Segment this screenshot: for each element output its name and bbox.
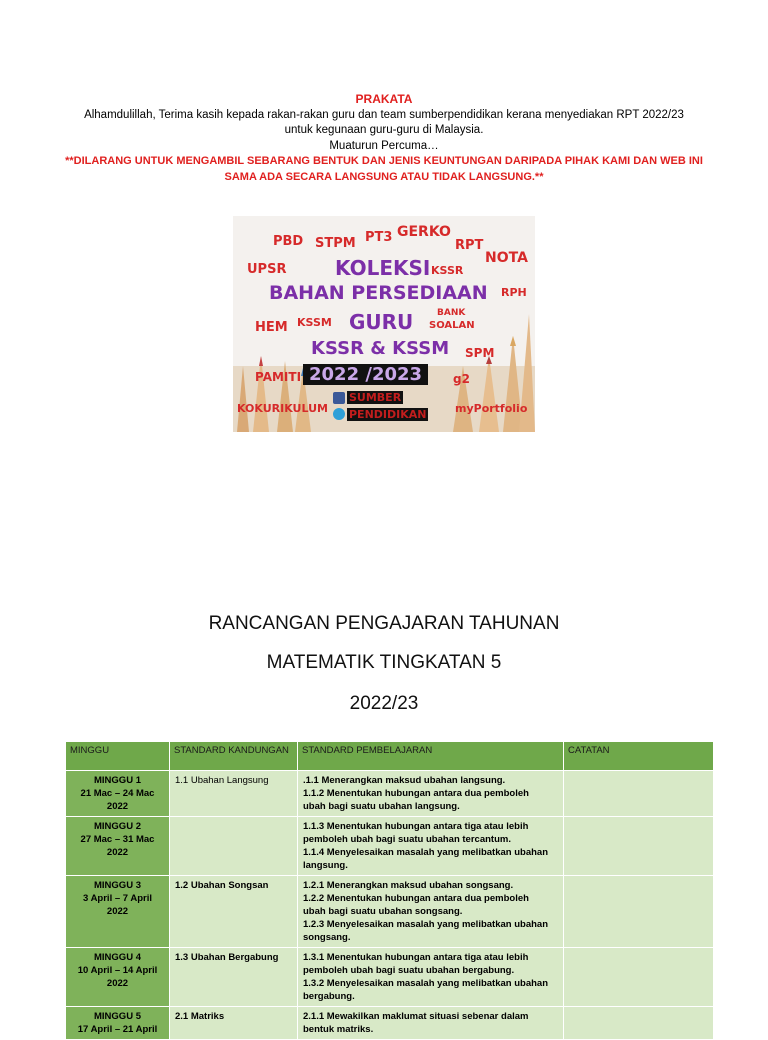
rpt-table <box>65 741 714 1040</box>
week-dates: 21 Mac – 24 Mac <box>80 788 155 799</box>
prakata-section <box>0 92 768 185</box>
word-upsr: UPSR <box>247 262 287 277</box>
week-week: MINGGU 5 <box>94 1011 141 1022</box>
header-standard-kandungan: STANDARD KANDUNGAN <box>170 742 298 771</box>
pembelajaran-line: 1.2.1 Menerangkan maksud ubahan songsang. <box>303 880 514 891</box>
pembelajaran-line: 1.2.2 Menentukan hubungan antara dua pemboleh <box>303 893 529 904</box>
week-cell <box>66 1007 170 1040</box>
pembelajaran-line: bentuk matriks. <box>303 1024 374 1035</box>
prakata-warning-2: SAMA ADA SECARA LANGSUNG ATAU TIDAK LANGSUNG.** <box>224 170 544 183</box>
pembelajaran-line: bergabung. <box>303 991 355 1002</box>
week-year: 2022 <box>106 847 129 858</box>
week-year: 2022 <box>106 801 129 812</box>
table-row <box>66 771 714 817</box>
standard-pembelajaran-cell <box>298 876 564 948</box>
week-year: 2022 <box>106 978 129 989</box>
pembelajaran-line: 1.1.3 Menentukan hubungan antara tiga atau lebih <box>303 821 529 832</box>
pembelajaran-line: ubah bagi suatu ubahan langsung. <box>303 801 460 812</box>
pembelajaran-line: songsang. <box>303 932 351 943</box>
standard-kandungan-cell: 1.3 Ubahan Bergabung <box>170 948 298 1007</box>
catatan-cell <box>564 876 714 948</box>
facebook-icon <box>333 392 345 404</box>
header-minggu: MINGGU <box>66 742 170 771</box>
pembelajaran-line: 1.2.3 Menyelesaikan masalah yang melibatkan ubahan <box>303 919 548 930</box>
word-kssr: KSSR <box>431 264 464 277</box>
pembelajaran-line: .1.1 Menerangkan maksud ubahan langsung. <box>303 775 506 786</box>
word-stpm: STPM <box>315 236 356 251</box>
header-standard-pembelajaran: STANDARD PEMBELAJARAN <box>298 742 564 771</box>
catatan-cell <box>564 771 714 817</box>
standard-kandungan-cell: 2.1 Matriks <box>170 1007 298 1040</box>
week-dates: 27 Mac – 31 Mac <box>80 834 155 845</box>
word-rph: RPH <box>501 286 527 299</box>
header-catatan: CATATAN <box>564 742 714 771</box>
week-cell <box>66 948 170 1007</box>
standard-kandungan-cell <box>170 817 298 876</box>
pembelajaran-line: 1.1.4 Menyelesaikan masalah yang melibatkan ubahan <box>303 847 548 858</box>
week-cell <box>66 876 170 948</box>
word-spm: SPM <box>465 346 495 360</box>
week-week: MINGGU 4 <box>94 952 141 963</box>
word-kssm: KSSM <box>297 316 332 329</box>
week-dates: 17 April – 21 April <box>77 1024 158 1035</box>
doc-year: 2022/23 <box>349 693 419 714</box>
koleksi-banner <box>233 216 535 432</box>
week-dates: 10 April – 14 April <box>77 965 158 976</box>
word-myportfolio: myPortfolio <box>455 402 528 415</box>
week-cell <box>66 771 170 817</box>
standard-kandungan-cell: 1.1 Ubahan Langsung <box>170 771 298 817</box>
word-g2: g2 <box>453 372 470 386</box>
prakata-line-2: untuk kegunaan guru-guru di Malaysia. <box>284 124 484 136</box>
week-week: MINGGU 2 <box>94 821 141 832</box>
pembelajaran-line: 2.1.1 Mewakilkan maklumat situasi sebenar dalam <box>303 1011 529 1022</box>
pembelajaran-line: pemboleh ubah bagi suatu ubahan bergabung. <box>303 965 515 976</box>
doc-title: RANCANGAN PENGAJARAN TAHUNAN <box>208 613 560 634</box>
standard-pembelajaran-cell <box>298 817 564 876</box>
pembelajaran-line: langsung. <box>303 860 348 871</box>
telegram-icon <box>333 408 345 420</box>
week-week: MINGGU 1 <box>94 775 141 786</box>
week-cell <box>66 817 170 876</box>
word-guru: GURU <box>349 310 414 334</box>
prakata-warning-1: **DILARANG UNTUK MENGAMBIL SEBARANG BENTUK DAN JENIS KEUNTUNGAN DARIPADA PIHAK KAMI DAN WEB INI <box>65 155 703 167</box>
catatan-cell <box>564 817 714 876</box>
pembelajaran-line: 1.1.2 Menentukan hubungan antara dua pemboleh <box>303 788 529 799</box>
prakata-line-1: Alhamdulillah, Terima kasih kepada rakan-rakan guru dan team sumberpendidikan kerana menyediakan RPT 2022/23 <box>84 108 684 121</box>
word-pamiti: PAMITI <box>255 370 302 384</box>
standard-pembelajaran-cell <box>298 1007 564 1040</box>
word-pendidikan: PENDIDIKAN <box>349 408 427 421</box>
table-row <box>66 876 714 948</box>
catatan-cell <box>564 1007 714 1040</box>
doc-subject: MATEMATIK TINGKATAN 5 <box>266 652 502 673</box>
word-rpt: RPT <box>455 238 484 253</box>
pembelajaran-line: ubah bagi suatu ubahan songsang. <box>303 906 463 917</box>
word-kokurikulum: KOKURIKULUM <box>237 402 328 415</box>
week-week: MINGGU 3 <box>94 880 141 891</box>
catatan-cell <box>564 948 714 1007</box>
word-soalan: SOALAN <box>429 320 475 331</box>
word-kssr-kssm: KSSR & KSSM <box>311 338 450 359</box>
table-row <box>66 817 714 876</box>
word-pt3: PT3 <box>365 230 393 245</box>
standard-kandungan-cell: 1.2 Ubahan Songsan <box>170 876 298 948</box>
prakata-title: PRAKATA <box>355 92 413 106</box>
table-header-row <box>66 742 714 771</box>
table-row <box>66 948 714 1007</box>
week-year: 2022 <box>106 906 129 917</box>
word-bahan-persediaan: BAHAN PERSEDIAAN <box>269 282 488 304</box>
word-hem: HEM <box>255 320 288 335</box>
word-nota: NOTA <box>485 250 528 266</box>
week-dates: 3 April – 7 April <box>83 893 152 904</box>
word-pbd: PBD <box>273 234 304 249</box>
table-row <box>66 1007 714 1040</box>
pembelajaran-line: pemboleh ubah bagi suatu ubahan tercantum. <box>303 834 511 845</box>
word-bank: BANK <box>437 308 466 318</box>
word-sumber: SUMBER <box>349 391 402 404</box>
standard-pembelajaran-cell <box>298 948 564 1007</box>
word-koleksi: KOLEKSI <box>335 256 431 280</box>
year-badge: 2022 /2023 <box>303 364 428 385</box>
prakata-line-3: Muaturun Percuma… <box>329 139 439 152</box>
pembelajaran-line: 1.3.2 Menyelesaikan masalah yang melibatkan ubahan <box>303 978 548 989</box>
standard-pembelajaran-cell <box>298 771 564 817</box>
word-gerko: GERKO <box>397 224 451 240</box>
pembelajaran-line: 1.3.1 Menentukan hubungan antara tiga atau lebih <box>303 952 529 963</box>
